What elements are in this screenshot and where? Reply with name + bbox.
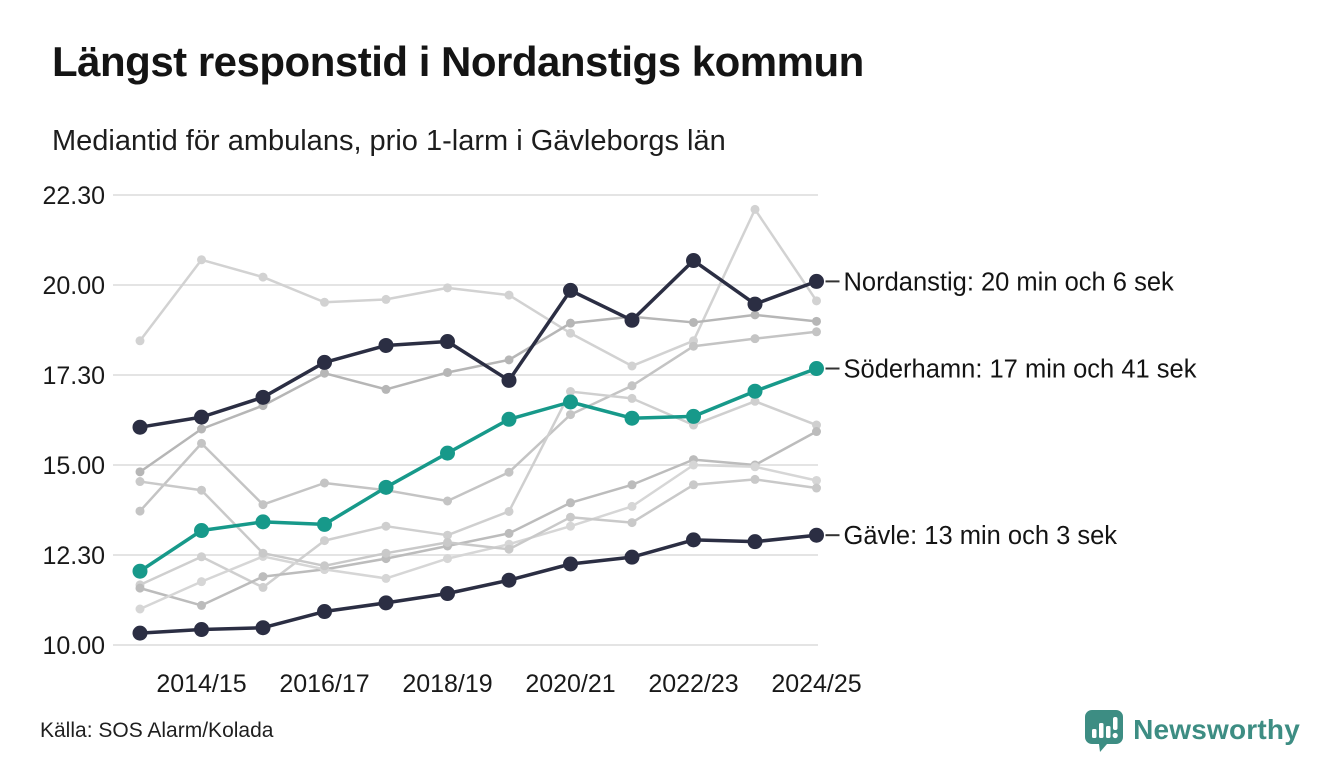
data-point-other-municipality-1 [320,298,329,307]
y-tick-label: 10.00 [42,632,105,660]
data-point-other-municipality-4 [505,507,514,516]
data-point-other-municipality-7 [628,518,637,527]
page-title: Längst responstid i Nordanstigs kommun [52,38,864,85]
series-end-label-s-derhamn: Söderhamn: 17 min och 41 sek [843,355,1197,384]
y-tick-label: 22.30 [42,182,105,210]
data-point-other-municipality-7 [382,549,391,558]
series-other-municipality-5 [136,427,822,610]
data-point-other-municipality-4 [259,583,268,592]
data-point-other-municipality-3 [443,497,452,506]
data-point-other-municipality-6 [136,605,145,614]
y-tick-label: 12.30 [42,542,105,570]
data-point-g-vle [440,586,455,601]
data-point-other-municipality-7 [197,486,206,495]
data-point-g-vle [256,620,271,635]
data-point-other-municipality-3 [628,381,637,390]
data-point-g-vle [194,622,209,637]
data-point-s-derhamn [748,384,763,399]
data-point-other-municipality-7 [751,475,760,484]
data-point-s-derhamn [502,412,517,427]
data-point-nordanstig [748,297,763,312]
data-point-nordanstig [317,355,332,370]
y-tick-label: 15.00 [42,452,105,480]
data-point-nordanstig [194,410,209,425]
data-point-other-municipality-7 [812,484,821,493]
source-note: Källa: SOS Alarm/Kolada [40,719,274,742]
data-point-nordanstig [256,390,271,405]
data-point-other-municipality-2 [136,467,145,476]
bar-chart-speech-bubble-icon [1083,708,1124,752]
data-point-other-municipality-3 [259,500,268,509]
data-point-s-derhamn [686,409,701,424]
series-other-municipality-3 [136,327,822,515]
series-other-municipality-1 [136,205,822,371]
data-point-other-municipality-3 [136,507,145,516]
x-axis-labels [156,670,861,698]
data-point-other-municipality-2 [320,369,329,378]
data-point-other-municipality-2 [566,319,575,328]
data-point-other-municipality-7 [566,513,575,522]
data-point-nordanstig [440,334,455,349]
data-point-other-municipality-6 [689,461,698,470]
x-tick-label: 2020/21 [525,670,616,698]
data-point-s-derhamn [809,361,824,376]
data-point-other-municipality-4 [197,552,206,561]
data-point-other-municipality-1 [628,362,637,371]
data-point-other-municipality-1 [382,295,391,304]
data-point-g-vle [563,557,578,572]
x-tick-label: 2016/17 [279,670,370,698]
x-tick-label: 2018/19 [402,670,493,698]
data-point-g-vle [379,595,394,610]
data-point-other-municipality-2 [382,385,391,394]
data-point-g-vle [686,532,701,547]
data-point-other-municipality-1 [812,296,821,305]
data-point-other-municipality-3 [505,468,514,477]
data-point-other-municipality-7 [259,549,268,558]
data-point-s-derhamn [317,517,332,532]
series-line-other-municipality-4 [140,392,817,588]
data-point-other-municipality-5 [566,498,575,507]
data-point-other-municipality-6 [443,554,452,563]
y-tick-label: 20.00 [42,272,105,300]
data-point-other-municipality-5 [197,601,206,610]
data-point-other-municipality-1 [751,205,760,214]
data-point-other-municipality-5 [505,529,514,538]
data-point-nordanstig [563,283,578,298]
data-point-other-municipality-1 [443,283,452,292]
y-axis-labels [42,182,105,660]
newsworthy-logo [1083,708,1300,752]
data-point-other-municipality-1 [505,291,514,300]
data-point-other-municipality-6 [382,574,391,583]
data-point-other-municipality-7 [136,477,145,486]
data-point-other-municipality-4 [382,522,391,531]
data-point-other-municipality-1 [566,329,575,338]
data-point-other-municipality-2 [505,355,514,364]
data-point-g-vle [748,534,763,549]
gridlines [113,195,818,645]
series-g-vle [133,522,1118,640]
series-line-other-municipality-5 [140,432,817,606]
data-point-g-vle [625,550,640,565]
data-point-other-municipality-3 [566,410,575,419]
data-point-nordanstig [625,313,640,328]
data-point-other-municipality-6 [197,577,206,586]
data-point-s-derhamn [440,446,455,461]
data-point-other-municipality-3 [197,439,206,448]
data-point-nordanstig [133,420,148,435]
data-point-other-municipality-4 [320,536,329,545]
brand-name: Newsworthy [1133,714,1300,745]
data-point-other-municipality-7 [320,561,329,570]
data-point-g-vle [133,626,148,641]
data-point-nordanstig [686,253,701,268]
data-point-other-municipality-7 [505,545,514,554]
data-point-other-municipality-7 [689,480,698,489]
series-other-municipality-4 [136,387,822,592]
data-point-g-vle [317,604,332,619]
x-tick-label: 2024/25 [771,670,862,698]
series-line-other-municipality-2 [140,315,817,472]
data-point-other-municipality-1 [136,336,145,345]
data-point-g-vle [502,573,517,588]
data-point-other-municipality-4 [628,394,637,403]
data-point-s-derhamn [379,480,394,495]
series-line-g-vle [140,535,817,633]
data-point-s-derhamn [194,523,209,538]
data-point-other-municipality-3 [689,342,698,351]
data-point-nordanstig [502,373,517,388]
data-point-other-municipality-2 [197,425,206,434]
x-tick-label: 2014/15 [156,670,247,698]
data-point-other-municipality-3 [812,327,821,336]
data-point-other-municipality-6 [566,522,575,531]
series-line-other-municipality-3 [140,332,817,511]
data-point-s-derhamn [133,564,148,579]
series-end-label-g-vle: Gävle: 13 min och 3 sek [843,522,1118,551]
data-point-s-derhamn [256,514,271,529]
data-point-nordanstig [809,274,824,289]
x-tick-label: 2022/23 [648,670,739,698]
page-subtitle: Mediantid för ambulans, prio 1-larm i Gävleborgs län [52,125,726,157]
data-point-other-municipality-6 [628,502,637,511]
data-point-other-municipality-3 [320,479,329,488]
data-point-other-municipality-1 [259,273,268,282]
data-point-other-municipality-3 [751,334,760,343]
data-point-other-municipality-2 [812,317,821,326]
series-end-label-nordanstig: Nordanstig: 20 min och 6 sek [843,268,1174,297]
data-point-other-municipality-5 [136,584,145,593]
data-point-other-municipality-6 [751,462,760,471]
data-point-s-derhamn [563,395,578,410]
data-point-other-municipality-5 [812,427,821,436]
data-point-nordanstig [379,338,394,353]
data-point-other-municipality-5 [259,572,268,581]
series-other-municipality-2 [136,310,822,476]
data-point-s-derhamn [625,411,640,426]
data-point-other-municipality-2 [751,310,760,319]
data-point-other-municipality-2 [443,368,452,377]
data-point-other-municipality-2 [689,318,698,327]
y-tick-label: 17.30 [42,362,105,390]
data-point-other-municipality-5 [628,480,637,489]
data-point-g-vle [809,528,824,543]
data-point-other-municipality-1 [197,255,206,264]
data-point-other-municipality-7 [443,538,452,547]
